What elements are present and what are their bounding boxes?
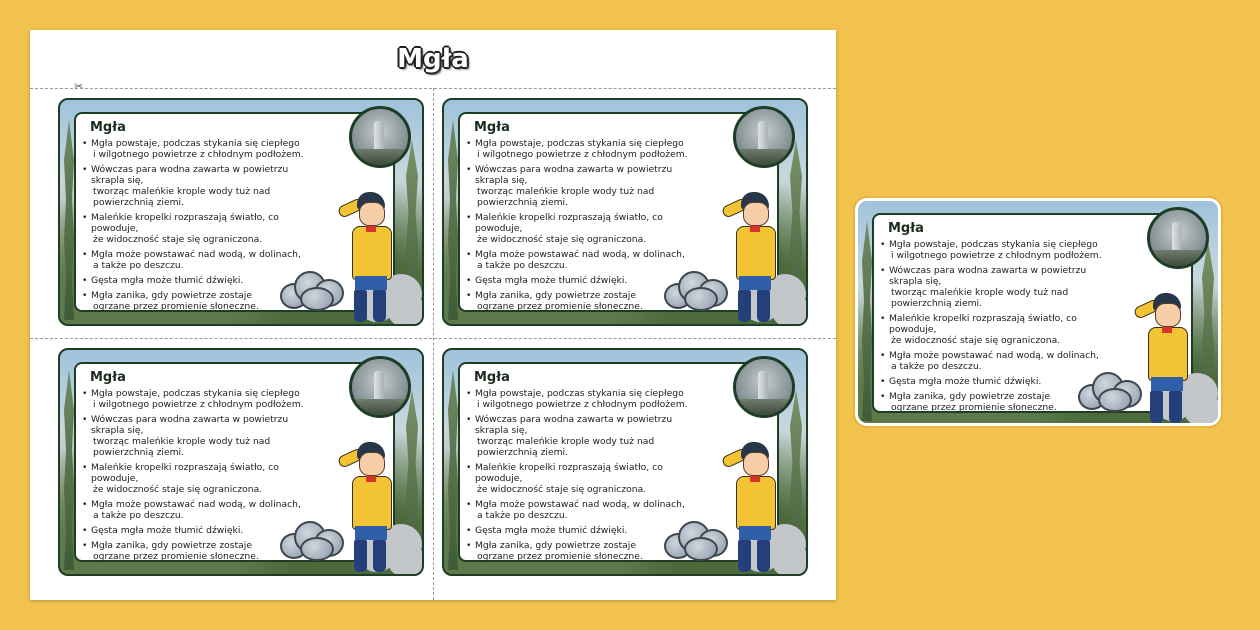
bullet: • bbox=[880, 265, 886, 276]
fact-item bbox=[466, 164, 696, 208]
boy-illustration bbox=[1136, 293, 1196, 426]
bullet: • bbox=[880, 239, 886, 250]
fact-item bbox=[880, 313, 1110, 346]
fact-item bbox=[82, 414, 312, 458]
fact-item bbox=[82, 164, 312, 208]
bullet: • bbox=[82, 164, 88, 175]
fact-line-1: Maleńkie kropelki rozpraszają światło, co powoduje, bbox=[475, 462, 663, 484]
fact-item bbox=[82, 388, 312, 410]
cut-line-vertical bbox=[433, 88, 434, 600]
card-title: Mgła bbox=[888, 221, 924, 236]
fact-line-1: Wówczas para wodna zawarta w powietrzu skrapla się, bbox=[475, 414, 673, 436]
fact-line-1: Mgła zanika, gdy powietrze zostaje bbox=[475, 540, 637, 551]
fact-line-1: Mgła powstaje, podczas stykania się ciepłego bbox=[91, 138, 300, 149]
photo-ground bbox=[1150, 250, 1206, 266]
fact-line-1: Mgła zanika, gdy powietrze zostaje bbox=[889, 391, 1051, 402]
fact-line-2: że widoczność staje się ograniczona. bbox=[93, 484, 263, 495]
card-title: Mgła bbox=[90, 370, 126, 385]
scissors-icon: ✂ bbox=[74, 81, 84, 93]
fact-line-1: Maleńkie kropelki rozpraszają światło, co powoduje, bbox=[475, 212, 663, 234]
bullet: • bbox=[82, 525, 88, 536]
fact-item bbox=[466, 414, 696, 458]
cloud-icon bbox=[276, 269, 350, 309]
fact-line-2: ogrzane przez promienie słoneczne. bbox=[891, 402, 1057, 413]
bullet: • bbox=[466, 212, 472, 223]
fact-line-1: Mgła może powstawać nad wodą, w dolinach, bbox=[475, 249, 685, 260]
fact-line-2: że widoczność staje się ograniczona. bbox=[477, 234, 647, 245]
bullet: • bbox=[466, 540, 472, 551]
fact-line-1: Wówczas para wodna zawarta w powietrzu skrapla się, bbox=[889, 265, 1087, 287]
bullet: • bbox=[466, 388, 472, 399]
fact-item bbox=[82, 462, 312, 495]
tree-left bbox=[448, 120, 458, 320]
boy-illustration bbox=[724, 442, 784, 576]
fact-line-1: Mgła może powstawać nad wodą, w dolinach, bbox=[889, 350, 1099, 361]
fact-item bbox=[880, 265, 1110, 309]
fact-line-1: Mgła powstaje, podczas stykania się ciepłego bbox=[475, 388, 684, 399]
bullet: • bbox=[466, 290, 472, 301]
fact-line-1: Mgła zanika, gdy powietrze zostaje bbox=[475, 290, 637, 301]
fact-line-1: Mgła powstaje, podczas stykania się ciepłego bbox=[889, 239, 1098, 250]
bullet: • bbox=[466, 499, 472, 510]
fact-line-2: a także po deszczu. bbox=[93, 260, 184, 271]
tree-left bbox=[64, 120, 74, 320]
fact-item bbox=[82, 499, 312, 521]
bullet: • bbox=[466, 414, 472, 425]
bullet: • bbox=[82, 499, 88, 510]
fact-item bbox=[466, 212, 696, 245]
fact-line-2: ogrzane przez promienie słoneczne. bbox=[477, 551, 643, 562]
bullet: • bbox=[82, 290, 88, 301]
fact-line-1: Maleńkie kropelki rozpraszają światło, co powoduje, bbox=[91, 212, 279, 234]
boy-illustration bbox=[340, 442, 400, 576]
fact-item bbox=[82, 249, 312, 271]
fact-line-2: że widoczność staje się ograniczona. bbox=[891, 335, 1061, 346]
bullet: • bbox=[880, 376, 886, 387]
fact-line-2: tworząc maleńkie krople wody tuż nad powierzchnią ziemi. bbox=[477, 186, 655, 208]
fact-line-2: i wilgotnego powietrze z chłodnym podłożem. bbox=[93, 399, 304, 410]
card-title: Mgła bbox=[90, 120, 126, 135]
fact-line-1: Maleńkie kropelki rozpraszają światło, co powoduje, bbox=[889, 313, 1077, 335]
fact-line-1: Mgła może powstawać nad wodą, w dolinach, bbox=[91, 499, 301, 510]
fact-line-2: ogrzane przez promienie słoneczne. bbox=[93, 301, 259, 312]
fact-item bbox=[880, 239, 1110, 261]
fact-line-2: i wilgotnego powietrze z chłodnym podłożem. bbox=[477, 399, 688, 410]
bullet: • bbox=[466, 164, 472, 175]
bullet: • bbox=[82, 212, 88, 223]
bullet: • bbox=[466, 275, 472, 286]
fact-line-1: Mgła powstaje, podczas stykania się ciepłego bbox=[91, 388, 300, 399]
fact-line-2: i wilgotnego powietrze z chłodnym podłożem. bbox=[891, 250, 1102, 261]
lighthouse-photo bbox=[733, 356, 795, 418]
fact-item bbox=[82, 138, 312, 160]
cloud-icon bbox=[660, 269, 734, 309]
fact-card bbox=[442, 98, 808, 326]
bullet: • bbox=[82, 414, 88, 425]
fact-line-1: Gęsta mgła może tłumić dźwięki. bbox=[91, 525, 244, 536]
bullet: • bbox=[880, 313, 886, 324]
fact-line-2: tworząc maleńkie krople wody tuż nad powierzchnią ziemi. bbox=[93, 436, 271, 458]
boy-illustration bbox=[340, 192, 400, 326]
fact-line-2: ogrzane przez promienie słoneczne. bbox=[477, 301, 643, 312]
fact-item bbox=[466, 138, 696, 160]
fact-line-1: Mgła powstaje, podczas stykania się ciepłego bbox=[475, 138, 684, 149]
fact-line-2: tworząc maleńkie krople wody tuż nad powierzchnią ziemi. bbox=[477, 436, 655, 458]
bullet: • bbox=[466, 525, 472, 536]
tree-left bbox=[862, 221, 872, 421]
fact-line-2: a także po deszczu. bbox=[477, 260, 568, 271]
bullet: • bbox=[82, 462, 88, 473]
fact-line-1: Mgła może powstawać nad wodą, w dolinach, bbox=[91, 249, 301, 260]
fact-line-2: tworząc maleńkie krople wody tuż nad powierzchnią ziemi. bbox=[93, 186, 271, 208]
fact-item bbox=[466, 249, 696, 271]
fact-item bbox=[466, 462, 696, 495]
fact-line-1: Gęsta mgła może tłumić dźwięki. bbox=[475, 525, 628, 536]
photo-ground bbox=[736, 399, 792, 415]
bullet: • bbox=[880, 391, 886, 402]
fact-line-2: a także po deszczu. bbox=[93, 510, 184, 521]
bullet: • bbox=[82, 388, 88, 399]
fact-line-2: tworząc maleńkie krople wody tuż nad powierzchnią ziemi. bbox=[891, 287, 1069, 309]
fact-line-1: Gęsta mgła może tłumić dźwięki. bbox=[91, 275, 244, 286]
fact-line-1: Mgła zanika, gdy powietrze zostaje bbox=[91, 540, 253, 551]
tree-left bbox=[64, 370, 74, 570]
cloud-icon bbox=[276, 519, 350, 559]
fact-item bbox=[466, 388, 696, 410]
bullet: • bbox=[82, 249, 88, 260]
fact-item bbox=[82, 212, 312, 245]
fact-line-2: i wilgotnego powietrze z chłodnym podłożem. bbox=[477, 149, 688, 160]
fact-card bbox=[442, 348, 808, 576]
fact-item bbox=[466, 499, 696, 521]
bullet: • bbox=[466, 249, 472, 260]
fact-line-2: że widoczność staje się ograniczona. bbox=[477, 484, 647, 495]
fact-line-1: Mgła zanika, gdy powietrze zostaje bbox=[91, 290, 253, 301]
cloud-icon bbox=[660, 519, 734, 559]
fact-line-1: Mgła może powstawać nad wodą, w dolinach, bbox=[475, 499, 685, 510]
photo-ground bbox=[736, 149, 792, 165]
lighthouse-photo bbox=[349, 356, 411, 418]
fact-line-1: Gęsta mgła może tłumić dźwięki. bbox=[889, 376, 1042, 387]
fact-line-2: a także po deszczu. bbox=[891, 361, 982, 372]
bullet: • bbox=[82, 540, 88, 551]
bullet: • bbox=[466, 138, 472, 149]
fact-line-1: Wówczas para wodna zawarta w powietrzu skrapla się, bbox=[91, 414, 289, 436]
fact-line-1: Wówczas para wodna zawarta w powietrzu skrapla się, bbox=[91, 164, 289, 186]
lighthouse-photo bbox=[349, 106, 411, 168]
bullet: • bbox=[466, 462, 472, 473]
fact-line-1: Wówczas para wodna zawarta w powietrzu skrapla się, bbox=[475, 164, 673, 186]
card-title: Mgła bbox=[474, 370, 510, 385]
fact-line-2: ogrzane przez promienie słoneczne. bbox=[93, 551, 259, 562]
fact-card bbox=[855, 198, 1221, 426]
card-title: Mgła bbox=[474, 120, 510, 135]
sheet-title: Mgła bbox=[397, 44, 469, 74]
bullet: • bbox=[82, 138, 88, 149]
fact-line-2: że widoczność staje się ograniczona. bbox=[93, 234, 263, 245]
fact-item bbox=[880, 350, 1110, 372]
fact-card bbox=[58, 348, 424, 576]
lighthouse-photo bbox=[733, 106, 795, 168]
fact-card bbox=[58, 98, 424, 326]
photo-ground bbox=[352, 399, 408, 415]
tree-left bbox=[448, 370, 458, 570]
lighthouse-photo bbox=[1147, 207, 1209, 269]
photo-ground bbox=[352, 149, 408, 165]
fact-line-1: Maleńkie kropelki rozpraszają światło, co powoduje, bbox=[91, 462, 279, 484]
bullet: • bbox=[82, 275, 88, 286]
boy-illustration bbox=[724, 192, 784, 326]
bullet: • bbox=[880, 350, 886, 361]
fact-line-2: i wilgotnego powietrze z chłodnym podłożem. bbox=[93, 149, 304, 160]
fact-line-2: a także po deszczu. bbox=[477, 510, 568, 521]
fact-line-1: Gęsta mgła może tłumić dźwięki. bbox=[475, 275, 628, 286]
